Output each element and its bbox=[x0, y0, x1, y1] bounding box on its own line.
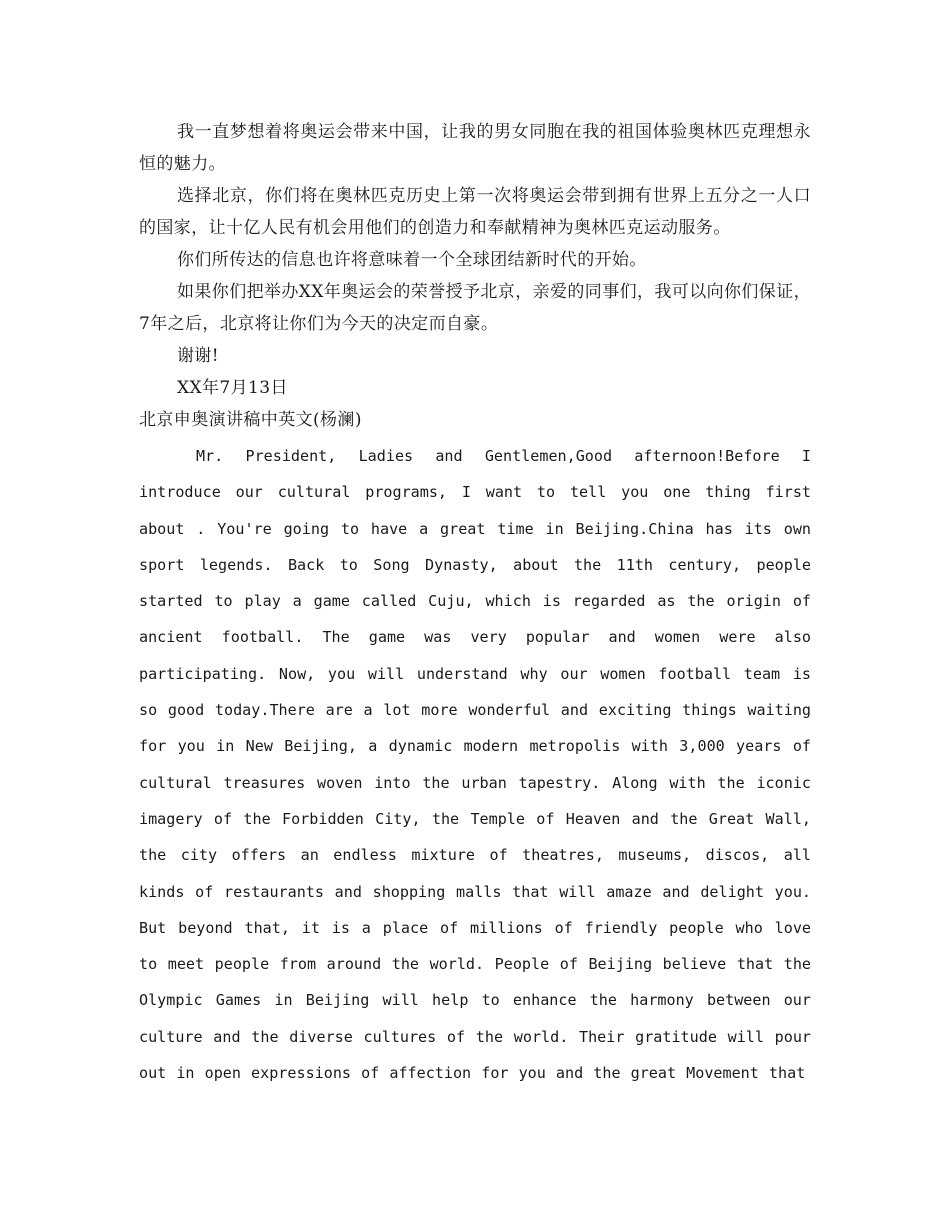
paragraph-thanks: 谢谢! bbox=[177, 346, 220, 366]
paragraph-dream: 我一直梦想着将奥运会带来中国，让我的男女同胞在我的祖国体验奥林匹克理想永恒的魅力。 bbox=[139, 122, 811, 174]
english-speech-body: Mr. President, Ladies and Gentlemen,Good afternoon!Before I introduce our cultural programs, I want to tell you one thing first about . You're going to have a great time in Beijing.China has its own sport legends. Back to Song Dynasty, about the 11th century, people started to play a game called Cuju, which is regarded as the origin of ancient football. The game was very popular and women were also participating. Now, you will understand why our women football team is so good today.There are a lot more wonderful and exciting things waiting for you in New Beijing, a dynamic modern metropolis with 3,000 years of cultural treasures woven into the urban tapestry. Along with the iconic imagery of the Forbidden City, the Temple of Heaven and the Great Wall, the city offers an endless mixture of theatres, museums, discos, all kinds of restaurants and shopping malls that will amaze and delight you. But beyond that, it is a place of millions of friendly people who love to meet people from around the world. People of Beijing believe that the Olympic Games in Beijing will help to enhance the harmony between our culture and the diverse cultures of the world. Their gratitude will pour out in open expressions of affection for you and the great Movement that bbox=[139, 447, 811, 1083]
paragraph-date: XX年7月13日 bbox=[177, 378, 288, 398]
section-title: 北京申奥演讲稿中英文(杨澜) bbox=[139, 410, 362, 430]
paragraph-choose-beijing: 选择北京，你们将在奥林匹克历史上第一次将奥运会带到拥有世界上五分之一人口的国家，让十亿人民有机会用他们的创造力和奉献精神为奥林匹克运动服务。 bbox=[139, 186, 811, 238]
paragraph-message: 你们所传达的信息也许将意味着一个全球团结新时代的开始。 bbox=[177, 250, 647, 270]
document-page bbox=[139, 116, 811, 1091]
paragraph-promise: 如果你们把举办XX年奥运会的荣誉授予北京，亲爱的同事们，我可以向你们保证，7年之后，北京将让你们为今天的决定而自豪。 bbox=[139, 282, 812, 334]
